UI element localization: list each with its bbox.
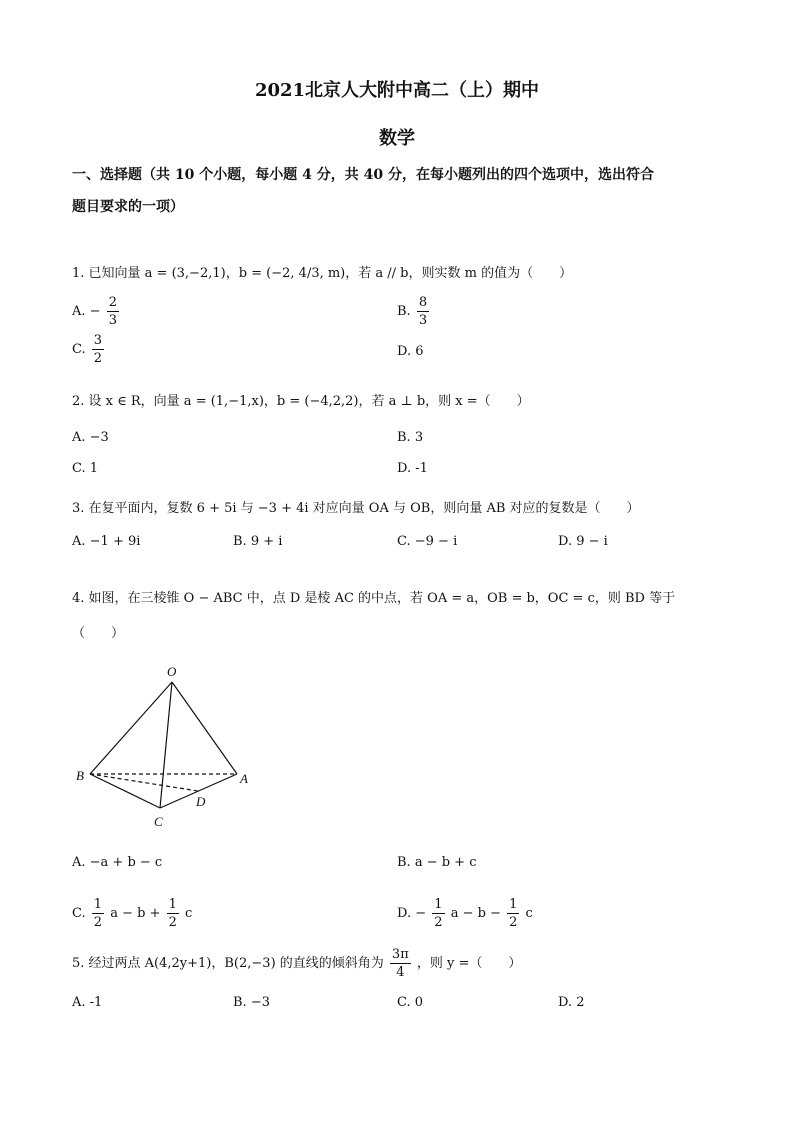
label-D: D (196, 794, 206, 809)
edge-OB (90, 682, 172, 774)
question-5-option-d: D. 2 (558, 995, 585, 1010)
question-2-option-d: D. -1 (397, 461, 428, 476)
numerator: 3π (391, 947, 409, 962)
question-5-text (72, 948, 521, 979)
numerator: 1 (509, 897, 518, 912)
label-O: O (167, 664, 177, 679)
expression-part: c (525, 906, 533, 921)
option-label: C. (72, 906, 86, 921)
question-2-option-a: A. −3 (72, 430, 109, 445)
question-1-option-c (72, 334, 106, 365)
edge-OA (172, 682, 237, 774)
option-label: A. (72, 304, 86, 319)
question-4-option-a: A. −a + b − c (72, 855, 163, 870)
option-value: 6 (415, 344, 424, 359)
numerator: 2 (108, 295, 117, 310)
fraction (432, 898, 444, 929)
question-1-option-d (397, 344, 424, 359)
question-5-option-c: C. 0 (397, 995, 424, 1010)
denominator: 4 (396, 965, 405, 980)
denominator: 3 (418, 313, 428, 328)
edge-OC (160, 682, 172, 808)
label-C: C (154, 814, 163, 829)
fraction (417, 296, 429, 327)
denominator: 2 (168, 915, 177, 930)
numerator: 3 (93, 333, 103, 348)
fraction (92, 334, 104, 365)
section-heading-line2: 题目要求的一项） (72, 199, 184, 215)
numerator: 1 (168, 897, 177, 912)
question-2-option-b: B. 3 (397, 430, 424, 445)
denominator: 2 (434, 915, 443, 930)
question-2-text: 2. 设 x ∈ R，向量 a = (1,−1,x)，b = (−4,2,2)，若 a ⊥ b，则 x =（ ） (72, 394, 530, 409)
question-4-option-c (72, 898, 192, 929)
fraction (92, 898, 104, 929)
question-5-option-a: A. -1 (72, 995, 103, 1010)
question-1-text: 1. 已知向量 a = (3,−2,1)，b = (−2, 4/3, m)，若 a // b，则实数 m 的值为（ ） (72, 266, 573, 281)
question-5-text-pre: 5. 经过两点 A(4,2y+1)，B(2,−3) 的直线的倾斜角为 (72, 956, 384, 971)
tetrahedron-figure (72, 660, 262, 840)
denominator: 2 (509, 915, 518, 930)
question-2-option-c: C. 1 (72, 461, 99, 476)
option-sign: − (89, 304, 101, 319)
question-3-option-c: C. −9 − i (397, 534, 458, 549)
denominator: 2 (93, 351, 103, 366)
expression-part: a − b + (110, 906, 161, 921)
question-4-text-line1: 4. 如图，在三棱锥 O − ABC 中，点 D 是棱 AC 的中点，若 OA = a，OB = b，OC = c，则 BD 等于 (72, 591, 676, 606)
numerator: 8 (418, 295, 428, 310)
page-subtitle: 数学 (379, 128, 415, 149)
fraction (507, 898, 519, 929)
numerator: 1 (434, 897, 443, 912)
question-4-option-d: D. − $\frac{1}{2}$ a − b − $\frac{1}{2}$ c (397, 897, 533, 930)
fraction (107, 296, 119, 327)
question-3-text: 3. 在复平面内，复数 6 + 5i 与 −3 + 4i 对应向量 OA 与 OB，则向量 AB 对应的复数是（ ） (72, 501, 640, 516)
question-5-text-post: ，则 y =（ ） (416, 956, 522, 971)
label-A: A (240, 771, 248, 786)
option-label: D. (397, 906, 412, 921)
label-B: B (76, 768, 84, 783)
expression-part: c (185, 906, 193, 921)
question-3-option-a: A. −1 + 9i (72, 534, 141, 549)
option-label: B. (397, 304, 411, 319)
question-4-text-line2: （ ） (72, 626, 125, 641)
numerator: 1 (93, 897, 103, 912)
fraction (167, 898, 179, 929)
question-3-option-b: B. 9 + i (233, 534, 283, 549)
page-title: 2021北京人大附中高二（上）期中 (254, 80, 540, 101)
denominator: 3 (108, 313, 117, 328)
section-heading-line1: 一、选择题（共 10 个小题，每小题 4 分，共 40 分，在每小题列出的四个选项中，选出符合 (72, 167, 654, 183)
option-label: D. (397, 344, 412, 359)
denominator: 2 (93, 915, 103, 930)
question-3-option-d: D. 9 − i (558, 534, 608, 549)
question-1-option-b (397, 296, 431, 327)
question-5-option-b: B. −3 (233, 995, 270, 1010)
question-4-option-b: B. a − b + c (397, 855, 477, 870)
fraction (390, 948, 411, 979)
option-label: C. (72, 342, 86, 357)
question-1-option-a (72, 296, 121, 327)
expression-part: a − b − (450, 906, 501, 921)
